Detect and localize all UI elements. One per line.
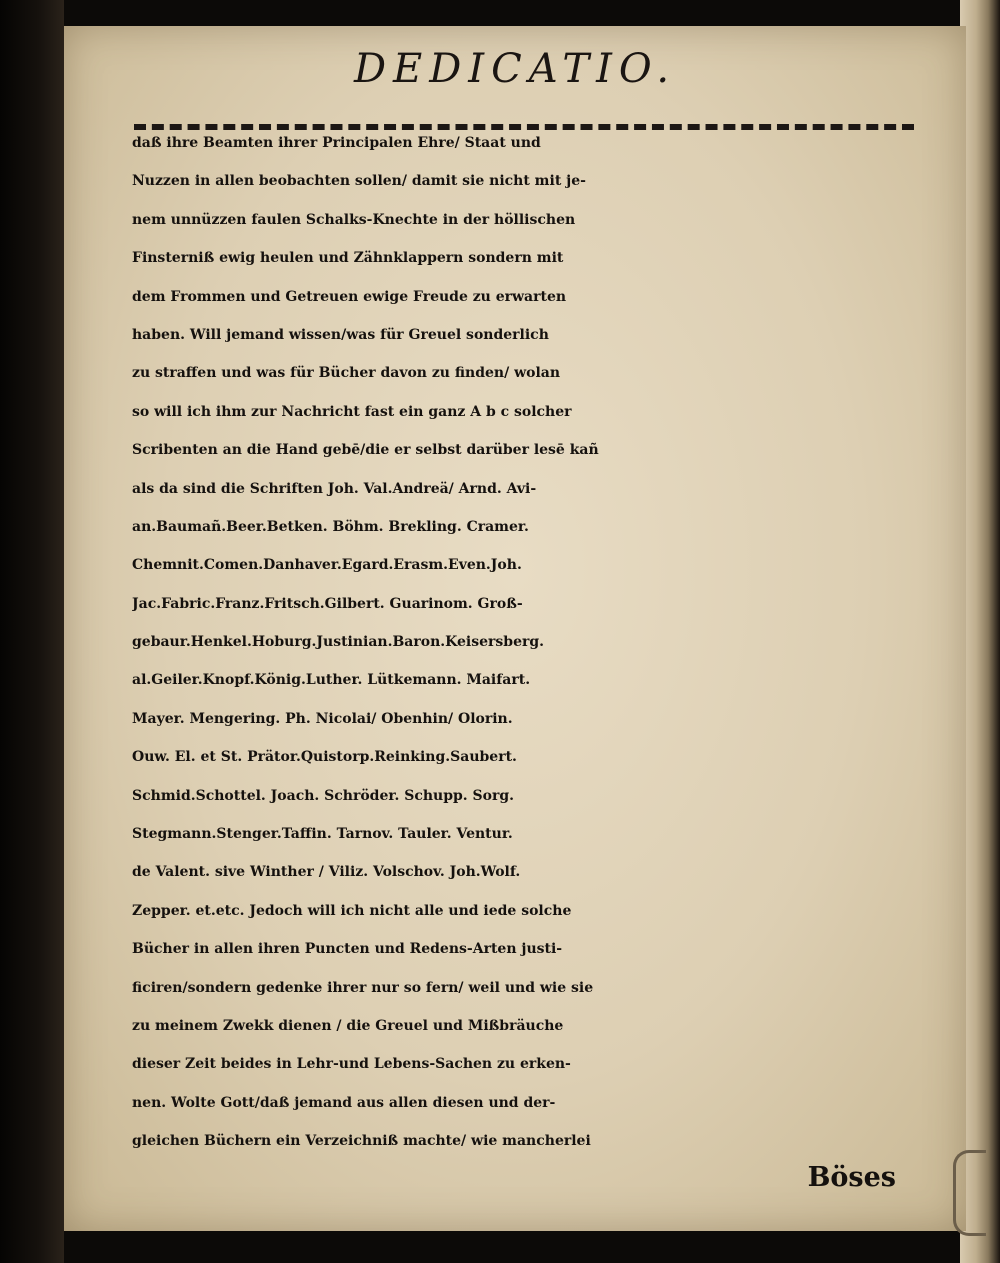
running-header: DEDICATIO. — [353, 46, 677, 92]
text-line: Ouw. El. et St. Prätor.Quistorp.Reinking.Saubert. — [132, 749, 517, 766]
text-line: Schmid.Schottel. Joach. Schröder. Schupp. Sorg. — [132, 787, 515, 804]
text-line: Finsterniß ewig heulen und Zähnklappern sondern mit — [132, 250, 564, 267]
text-line: so will ich ihm zur Nachricht fast ein ganz A b c solcher — [132, 403, 572, 420]
text-line: dem Frommen und Getreuen ewige Freude zu erwarten — [132, 288, 567, 305]
text-line: Stegmann.Stenger.Taffin. Tarnov. Tauler. Ventur. — [132, 826, 513, 843]
text-line: nen. Wolte Gott/daß jemand aus allen diesen und der- — [132, 1094, 556, 1111]
text-line: Scribenten an die Hand gebē/die er selbst darüber lesē kañ — [132, 442, 599, 459]
text-line: haben. Will jemand wissen/was für Greuel sonderlich — [132, 326, 549, 343]
text-line: Bücher in allen ihren Puncten und Redens-Arten justi- — [132, 941, 563, 958]
page-edge — [960, 0, 1000, 1263]
text-line: ficiren/sondern gedenke ihrer nur so fern/ weil und wie sie — [132, 979, 594, 996]
text-line: gleichen Büchern ein Verzeichniß machte/ wie mancherlei — [132, 1133, 591, 1150]
text-line: Nuzzen in allen beobachten sollen/ damit sie nicht mit je- — [132, 173, 586, 190]
text-line: dieser Zeit beides in Lehr-und Lebens-Sachen zu erken- — [132, 1056, 571, 1073]
text-line: daß ihre Beamten ihrer Principalen Ehre/ Staat und — [132, 135, 541, 151]
text-line: an.Baumañ.Beer.Betken. Böhm. Brekling. Cramer. — [132, 518, 529, 535]
text-line: zu straffen und was für Bücher davon zu finden/ wolan — [132, 365, 561, 382]
book-spine — [0, 0, 64, 1263]
body-text — [132, 124, 932, 1161]
text-line: Chemnit.Comen.Danhaver.Egard.Erasm.Even.Joh. — [132, 557, 522, 574]
text-line: als da sind die Schriften Joh. Val.Andreä/ Arnd. Avi- — [132, 480, 537, 497]
text-line: Zepper. et.etc. Jedoch will ich nicht alle und iede solche — [132, 902, 572, 919]
bookmark-clip — [953, 1150, 986, 1236]
text-line: Jac.Fabric.Franz.Fritsch.Gilbert. Guarinom. Groß- — [132, 595, 523, 612]
text-line: zu meinem Zwekk dienen / die Greuel und Mißbräuche — [132, 1017, 564, 1034]
text-line: de Valent. sive Winther / Viliz. Volschov. Joh.Wolf. — [132, 864, 521, 881]
text-line: gebaur.Henkel.Hoburg.Justinian.Baron.Keisersberg. — [132, 634, 545, 651]
text-line: al.Geiler.Knopf.König.Luther. Lütkemann. Maifart. — [132, 672, 531, 689]
catchword: Böses — [807, 1162, 896, 1193]
document-page — [64, 26, 966, 1231]
text-line: nem unnüzzen faulen Schalks-Knechte in der höllischen — [132, 211, 576, 228]
text-line: Mayer. Mengering. Ph. Nicolai/ Obenhin/ Olorin. — [132, 710, 513, 727]
